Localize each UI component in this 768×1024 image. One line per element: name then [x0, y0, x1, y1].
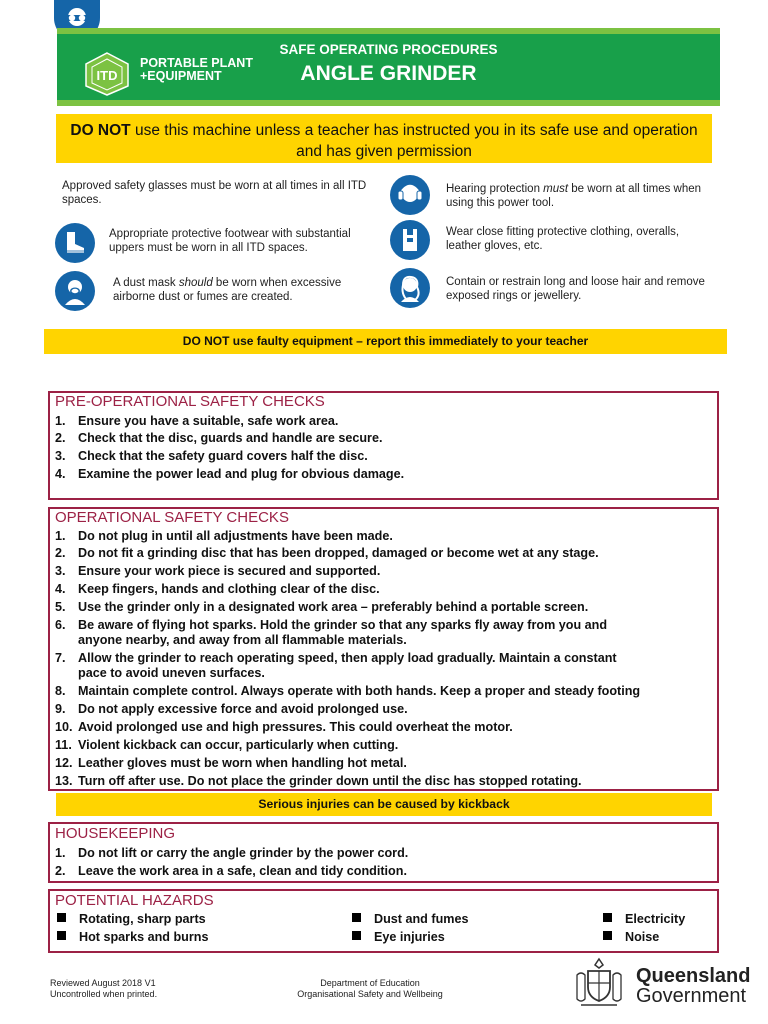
list-item	[55, 864, 407, 879]
kickback-warning: Serious injuries can be caused by kickback	[56, 793, 712, 816]
permission-warning	[56, 114, 712, 163]
item-number: 8.	[55, 684, 66, 698]
footwear-icon	[55, 223, 95, 263]
item-number: 1.	[55, 414, 66, 428]
ppe-hearing-text	[446, 182, 716, 210]
hazard-item	[57, 912, 206, 926]
item-text: Ensure you have a suitable, safe work area.	[78, 414, 339, 428]
hazard-item	[603, 912, 685, 926]
ppe-hearing-text-b: be worn at all times when using this power tool.	[446, 183, 702, 209]
item-text: Keep fingers, hands and clothing clear of the disc.	[78, 582, 380, 596]
list-item	[55, 651, 617, 681]
item-text: Check that the disc, guards and handle are secure.	[78, 431, 383, 445]
hazard-text: Hot sparks and burns	[79, 930, 209, 944]
item-number: 11.	[55, 738, 72, 752]
hazard-item	[352, 912, 468, 926]
hazard-text: Eye injuries	[374, 930, 445, 944]
item-text: Ensure your work piece is secured and supported.	[78, 564, 381, 578]
item-number: 2.	[55, 431, 66, 445]
footer-version	[50, 978, 157, 1000]
item-text: Use the grinder only in a designated work area – preferably behind a portable screen.	[78, 600, 589, 614]
list-item	[55, 756, 407, 771]
item-text: Leather gloves must be worn when handling hot metal.	[78, 756, 407, 770]
document-title: ANGLE GRINDER	[300, 62, 477, 85]
item-number: 13.	[55, 774, 73, 788]
list-item	[55, 738, 398, 753]
list-item	[55, 618, 607, 648]
item-text: Avoid prolonged use and high pressures. This could overheat the motor.	[78, 720, 513, 734]
ppe-hearing-text-em: must	[543, 183, 569, 195]
hazard-item	[603, 930, 659, 944]
list-item	[55, 546, 599, 561]
item-number: 6.	[55, 618, 66, 632]
ppe-glasses-text: Approved safety glasses must be worn at all times in all ITD spaces.	[62, 180, 367, 206]
ppe-hair-text: Contain or restrain long and loose hair and remove exposed rings or jewellery.	[446, 276, 705, 302]
hazards-title: POTENTIAL HAZARDS	[55, 892, 214, 909]
long-hair-icon	[390, 268, 430, 308]
operational-title: OPERATIONAL SAFETY CHECKS	[55, 509, 289, 526]
item-text: Violent kickback can occur, particularly when cutting.	[78, 738, 399, 752]
item-number: 2.	[55, 864, 66, 878]
item-number: 1.	[55, 846, 66, 860]
hearing-protection-icon	[390, 175, 430, 215]
faulty-equipment-warning: DO NOT use faulty equipment – report this immediately to your teacher	[44, 329, 727, 354]
hazard-item	[352, 930, 445, 944]
list-item	[55, 702, 408, 717]
footer-unit: Organisational Safety and Wellbeing	[297, 989, 443, 999]
list-item	[55, 846, 408, 861]
header-stripe-bottom	[57, 100, 720, 106]
item-text: Check that the safety guard covers half the disc.	[78, 449, 368, 463]
bullet-square-icon	[352, 931, 361, 940]
item-number: 12.	[55, 756, 73, 770]
hazard-text: Dust and fumes	[374, 912, 469, 926]
pre-operational-title: PRE-OPERATIONAL SAFETY CHECKS	[55, 393, 325, 410]
item-text: Maintain complete control. Always operate with both hands. Keep a proper and steady footing	[78, 684, 641, 698]
item-text: Do not fit a grinding disc that has been dropped, damaged or become wet at any stage.	[78, 546, 599, 560]
queensland-crest-icon	[573, 955, 625, 1009]
item-text: Allow the grinder to reach operating speed, then apply load gradually. Maintain a constant	[78, 651, 617, 665]
svg-text:ITD: ITD	[96, 68, 118, 83]
item-number: 5.	[55, 600, 66, 614]
housekeeping-title: HOUSEKEEPING	[55, 825, 176, 842]
bullet-square-icon	[603, 913, 612, 922]
item-text: Do not lift or carry the angle grinder by the power cord.	[78, 846, 409, 860]
hazard-text: Rotating, sharp parts	[79, 912, 206, 926]
item-text: Do not apply excessive force and avoid prolonged use.	[78, 702, 408, 716]
gov-wordmark: Government	[636, 985, 747, 1007]
footer-department	[270, 978, 470, 1000]
bullet-square-icon	[57, 913, 66, 922]
ppe-clothing-text: Wear close fitting protective clothing, overalls, leather gloves, etc.	[446, 226, 680, 252]
list-item	[55, 431, 382, 446]
list-item	[55, 684, 640, 699]
item-number: 3.	[55, 449, 66, 463]
bullet-square-icon	[352, 913, 361, 922]
item-number: 10.	[55, 720, 73, 734]
list-item	[55, 720, 513, 735]
item-number: 7.	[55, 651, 66, 665]
list-item	[55, 564, 380, 579]
item-number: 9.	[55, 702, 66, 716]
list-item	[55, 449, 368, 464]
item-number: 4.	[55, 582, 66, 596]
footer-reviewed: Reviewed August 2018 V1	[50, 978, 156, 988]
list-item	[55, 600, 588, 615]
list-item	[55, 529, 393, 544]
ppe-footwear-text: Appropriate protective footwear with substantial uppers must be worn in all ITD spaces.	[109, 228, 351, 254]
ppe-mask-text-em: should	[178, 277, 213, 289]
list-item	[55, 774, 582, 789]
brand-line-1: PORTABLE PLANT	[140, 56, 253, 70]
item-text: Examine the power lead and plug for obvious damage.	[78, 467, 405, 481]
ppe-mask-text-a: A dust mask	[113, 277, 179, 289]
list-item	[55, 414, 338, 429]
footer-dept: Department of Education	[320, 978, 420, 988]
ppe-hearing-text-a: Hearing protection	[446, 183, 544, 195]
item-text: Be aware of flying hot sparks. Hold the grinder so that any sparks fly away from you and	[78, 618, 608, 632]
footer-uncontrolled: Uncontrolled when printed.	[50, 989, 158, 999]
item-text: Turn off after use. Do not place the grinder down until the disc has stopped rotating.	[78, 774, 582, 788]
item-text-continued: pace to avoid uneven surfaces.	[78, 666, 265, 680]
qld-wordmark: Queensland	[636, 965, 751, 987]
list-item	[55, 467, 404, 482]
hazard-item	[57, 930, 208, 944]
item-number: 2.	[55, 546, 66, 560]
hazard-text: Noise	[625, 930, 660, 944]
item-text-continued: anyone nearby, and away from all flammable materials.	[78, 633, 407, 647]
warning-text: use this machine unless a teacher has instructed you in its safe use and operation and has given permission	[130, 122, 698, 160]
hazard-text: Electricity	[625, 912, 686, 926]
ppe-mask-text-b: be worn when excessive airborne dust or fumes are created.	[113, 277, 342, 303]
item-text: Leave the work area in a safe, clean and tidy condition.	[78, 864, 407, 878]
item-number: 1.	[55, 529, 66, 543]
dust-mask-icon	[55, 271, 95, 311]
list-item	[55, 582, 380, 597]
item-text: Do not plug in until all adjustments have been made.	[78, 529, 393, 543]
bullet-square-icon	[57, 931, 66, 940]
document-subtitle: SAFE OPERATING PROCEDURES	[279, 42, 498, 57]
warning-strong: DO NOT	[70, 122, 131, 139]
brand-line-2: +EQUIPMENT	[140, 69, 222, 83]
ppe-mask-text	[113, 276, 373, 304]
protective-clothing-icon	[390, 220, 430, 260]
item-number: 4.	[55, 467, 66, 481]
bullet-square-icon	[603, 931, 612, 940]
item-number: 3.	[55, 564, 66, 578]
